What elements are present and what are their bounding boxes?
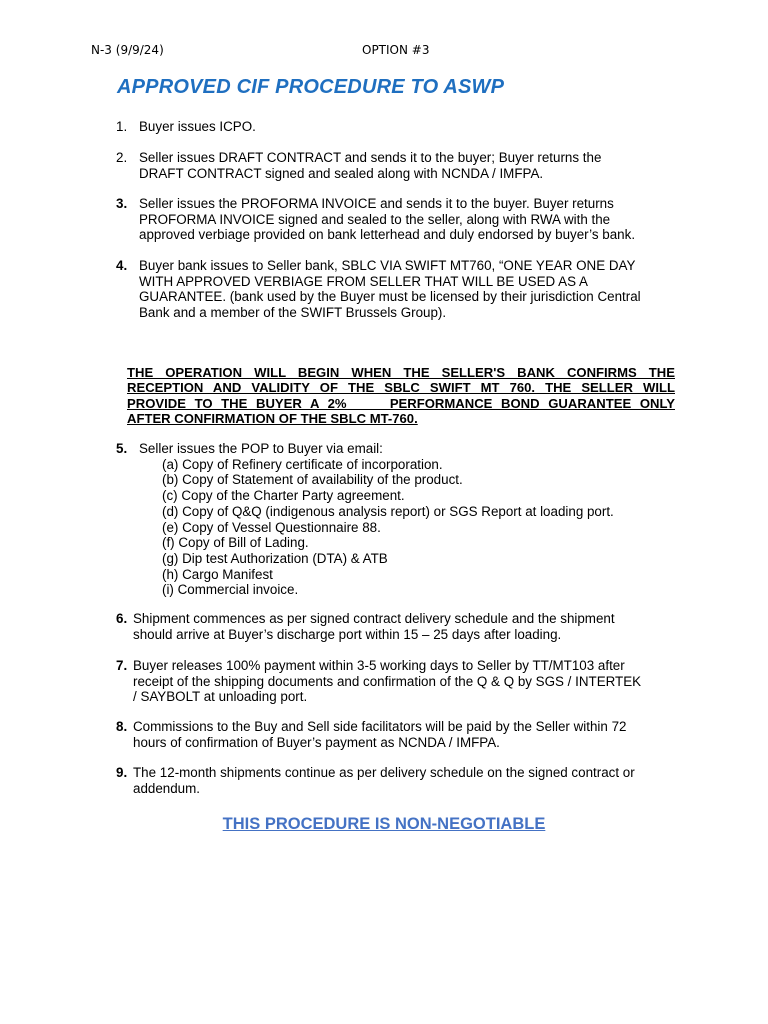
notice-line: THE OPERATION WILL BEGIN WHEN THE SELLER'S BANK CONFIRMS THE [127, 365, 675, 380]
operation-notice [127, 365, 675, 426]
pop-subitem: (f) Copy of Bill of Lading. [162, 535, 309, 551]
step-text: Seller issues the PROFORMA INVOICE and sends it to the buyer. Buyer returns [139, 196, 614, 211]
header-doc-code: N-3 (9/9/24) [91, 43, 164, 57]
step-number: 4. [116, 258, 128, 273]
header-option: OPTION #3 [362, 43, 430, 57]
step-number: 3. [116, 196, 128, 211]
notice-line: PROVIDE TO THE BUYER A 2% PERFORMANCE BOND GUARANTEE ONLY [127, 395, 675, 411]
pop-subitem: (h) Cargo Manifest [162, 566, 273, 582]
pop-subitem: (c) Copy of the Charter Party agreement. [162, 488, 405, 504]
pop-subitem: (d) Copy of Q&Q (indigenous analysis report) or SGS Report at loading port. [162, 503, 614, 519]
step-text: / SAYBOLT at unloading port. [133, 689, 308, 705]
step-number: 8. [116, 719, 128, 734]
step-text: GUARANTEE. (bank used by the Buyer must be licensed by their jurisdiction Central [139, 289, 641, 305]
step-5 [116, 441, 696, 598]
step-text: Buyer issues ICPO. [139, 119, 256, 134]
non-negotiable-footer: THIS PROCEDURE IS NON-NEGOTIABLE [222, 815, 546, 833]
step-4 [116, 258, 696, 321]
step-text: DRAFT CONTRACT signed and sealed along with NCNDA / IMFPA. [139, 165, 544, 181]
step-text: Seller issues the POP to Buyer via email: [139, 441, 383, 456]
step-text: hours of confirmation of Buyer’s payment as NCNDA / IMFPA. [133, 734, 500, 750]
step-text: Commissions to the Buy and Sell side facilitators will be paid by the Seller within 72 [133, 719, 627, 734]
pop-subitem: (g) Dip test Authorization (DTA) & ATB [162, 550, 388, 566]
step-text: PROFORMA INVOICE signed and sealed to the seller, along with RWA with the [139, 211, 611, 227]
step-text: addendum. [133, 780, 201, 796]
step-text: approved verbiage provided on bank letterhead and duly endorsed by buyer’s bank. [139, 227, 636, 243]
page-title: APPROVED CIF PROCEDURE TO ASWP [117, 76, 505, 98]
pop-subitem: (i) Commercial invoice. [162, 582, 299, 598]
step-text: WITH APPROVED VERBIAGE FROM SELLER THAT WILL BE USED AS A [139, 273, 588, 289]
notice-line: AFTER CONFIRMATION OF THE SBLC MT-760. [127, 410, 418, 426]
step-2 [116, 150, 696, 181]
step-3 [116, 196, 696, 243]
step-7 [116, 658, 696, 705]
step-text: should arrive at Buyer’s discharge port within 15 – 25 days after loading. [133, 626, 562, 642]
step-number: 2. [116, 150, 128, 165]
step-6 [116, 611, 696, 642]
step-text: Bank and a member of the SWIFT Brussels Group). [139, 305, 447, 321]
step-number: 1. [116, 119, 128, 134]
step-text: Seller issues DRAFT CONTRACT and sends it to the buyer; Buyer returns the [139, 150, 602, 165]
notice-line: RECEPTION AND VALIDITY OF THE SBLC SWIFT MT 760. THE SELLER WILL [127, 380, 675, 396]
step-text: Buyer releases 100% payment within 3-5 working days to Seller by TT/MT103 after [133, 658, 625, 673]
pop-subitem: (a) Copy of Refinery certificate of incorporation. [162, 456, 443, 472]
step-text: Buyer bank issues to Seller bank, SBLC VIA SWIFT MT760, “ONE YEAR ONE DAY [139, 258, 636, 273]
step-number: 9. [116, 765, 128, 780]
step-number: 7. [116, 658, 128, 673]
step-text: The 12-month shipments continue as per delivery schedule on the signed contract or [133, 765, 635, 780]
step-number: 6. [116, 611, 128, 626]
pop-subitem: (e) Copy of Vessel Questionnaire 88. [162, 519, 381, 535]
step-1 [116, 119, 696, 135]
step-number: 5. [116, 441, 128, 456]
pop-subitem: (b) Copy of Statement of availability of the product. [162, 472, 463, 488]
step-text: Shipment commences as per signed contract delivery schedule and the shipment [133, 611, 615, 626]
step-text: receipt of the shipping documents and confirmation of the Q & Q by SGS / INTERTEK [133, 673, 642, 689]
step-9 [116, 765, 696, 796]
step-8 [116, 719, 696, 750]
